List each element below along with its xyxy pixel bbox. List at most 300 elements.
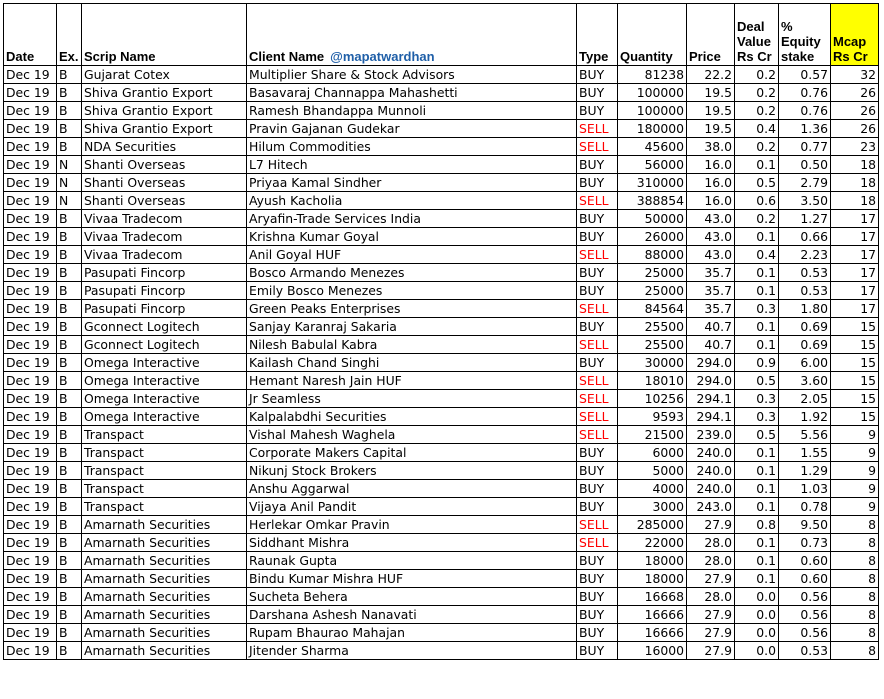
cell-mcap: 15 (831, 408, 879, 426)
cell-client-name: Nilesh Babulal Kabra (247, 336, 577, 354)
cell-client-name: Vishal Mahesh Waghela (247, 426, 577, 444)
cell-type: BUY (577, 156, 618, 174)
cell-client-name: Green Peaks Enterprises (247, 300, 577, 318)
cell-price: 27.9 (687, 570, 735, 588)
cell-exchange: N (57, 192, 82, 210)
cell-mcap: 8 (831, 588, 879, 606)
cell-date: Dec 19 (4, 174, 57, 192)
cell-date: Dec 19 (4, 552, 57, 570)
cell-date: Dec 19 (4, 156, 57, 174)
cell-equity-stake: 0.69 (779, 336, 831, 354)
cell-exchange: B (57, 642, 82, 660)
cell-scrip-name: Vivaa Tradecom (82, 246, 247, 264)
cell-deal-value: 0.2 (735, 138, 779, 156)
cell-date: Dec 19 (4, 444, 57, 462)
cell-client-name: L7 Hitech (247, 156, 577, 174)
header-client-name (247, 4, 577, 66)
cell-type: BUY (577, 552, 618, 570)
cell-type: BUY (577, 228, 618, 246)
cell-exchange: B (57, 138, 82, 156)
table-row (4, 174, 879, 192)
cell-mcap: 15 (831, 390, 879, 408)
cell-price: 294.0 (687, 354, 735, 372)
cell-scrip-name: Amarnath Securities (82, 624, 247, 642)
author-handle: @mapatwardhan (330, 49, 435, 64)
cell-equity-stake: 2.79 (779, 174, 831, 192)
cell-type: SELL (577, 534, 618, 552)
cell-client-name: Kailash Chand Singhi (247, 354, 577, 372)
cell-quantity: 21500 (618, 426, 687, 444)
cell-mcap: 17 (831, 246, 879, 264)
header-equity-stake: % Equity stake (779, 4, 831, 66)
cell-exchange: B (57, 354, 82, 372)
table-row (4, 588, 879, 606)
cell-quantity: 81238 (618, 66, 687, 84)
cell-deal-value: 0.1 (735, 570, 779, 588)
cell-exchange: B (57, 102, 82, 120)
cell-price: 40.7 (687, 318, 735, 336)
header-mcap: Mcap Rs Cr (831, 4, 879, 66)
table-row (4, 66, 879, 84)
cell-type: SELL (577, 390, 618, 408)
cell-quantity: 18010 (618, 372, 687, 390)
cell-scrip-name: Omega Interactive (82, 408, 247, 426)
cell-price: 28.0 (687, 534, 735, 552)
cell-quantity: 100000 (618, 84, 687, 102)
header-row (4, 4, 879, 66)
cell-quantity: 25500 (618, 336, 687, 354)
cell-quantity: 180000 (618, 120, 687, 138)
cell-equity-stake: 0.77 (779, 138, 831, 156)
cell-client-name: Basavaraj Channappa Mahashetti (247, 84, 577, 102)
cell-client-name: Emily Bosco Menezes (247, 282, 577, 300)
cell-date: Dec 19 (4, 228, 57, 246)
cell-exchange: B (57, 246, 82, 264)
cell-scrip-name: Shiva Grantio Export (82, 84, 247, 102)
cell-price: 19.5 (687, 84, 735, 102)
table-row (4, 84, 879, 102)
cell-quantity: 388854 (618, 192, 687, 210)
cell-exchange: B (57, 264, 82, 282)
table-row (4, 408, 879, 426)
table-row (4, 516, 879, 534)
table-row (4, 444, 879, 462)
cell-scrip-name: Omega Interactive (82, 354, 247, 372)
table-row (4, 246, 879, 264)
cell-type: BUY (577, 606, 618, 624)
cell-quantity: 25500 (618, 318, 687, 336)
cell-scrip-name: Amarnath Securities (82, 642, 247, 660)
cell-mcap: 18 (831, 156, 879, 174)
cell-scrip-name: Vivaa Tradecom (82, 228, 247, 246)
cell-client-name: Ramesh Bhandappa Munnoli (247, 102, 577, 120)
cell-deal-value: 0.1 (735, 264, 779, 282)
cell-equity-stake: 0.76 (779, 102, 831, 120)
cell-scrip-name: Amarnath Securities (82, 534, 247, 552)
cell-exchange: B (57, 588, 82, 606)
cell-scrip-name: Omega Interactive (82, 372, 247, 390)
cell-type: SELL (577, 300, 618, 318)
cell-price: 35.7 (687, 264, 735, 282)
cell-date: Dec 19 (4, 408, 57, 426)
cell-type: SELL (577, 408, 618, 426)
cell-mcap: 17 (831, 228, 879, 246)
table-row (4, 354, 879, 372)
cell-exchange: B (57, 282, 82, 300)
cell-exchange: B (57, 606, 82, 624)
cell-type: BUY (577, 498, 618, 516)
cell-deal-value: 0.1 (735, 444, 779, 462)
cell-scrip-name: Amarnath Securities (82, 606, 247, 624)
cell-type: BUY (577, 318, 618, 336)
cell-price: 240.0 (687, 444, 735, 462)
cell-type: BUY (577, 480, 618, 498)
cell-date: Dec 19 (4, 102, 57, 120)
cell-client-name: Bosco Armando Menezes (247, 264, 577, 282)
cell-price: 27.9 (687, 642, 735, 660)
cell-equity-stake: 0.76 (779, 84, 831, 102)
cell-equity-stake: 0.60 (779, 570, 831, 588)
cell-deal-value: 0.3 (735, 390, 779, 408)
cell-mcap: 17 (831, 210, 879, 228)
cell-exchange: B (57, 408, 82, 426)
cell-exchange: B (57, 570, 82, 588)
cell-date: Dec 19 (4, 642, 57, 660)
cell-mcap: 23 (831, 138, 879, 156)
cell-scrip-name: Transpact (82, 498, 247, 516)
cell-client-name: Multiplier Share & Stock Advisors (247, 66, 577, 84)
cell-price: 19.5 (687, 102, 735, 120)
cell-price: 294.1 (687, 390, 735, 408)
cell-price: 240.0 (687, 480, 735, 498)
cell-type: SELL (577, 192, 618, 210)
cell-equity-stake: 1.36 (779, 120, 831, 138)
cell-exchange: B (57, 552, 82, 570)
cell-mcap: 8 (831, 552, 879, 570)
cell-exchange: B (57, 210, 82, 228)
cell-price: 16.0 (687, 192, 735, 210)
cell-mcap: 17 (831, 282, 879, 300)
cell-type: BUY (577, 210, 618, 228)
cell-exchange: B (57, 480, 82, 498)
cell-deal-value: 0.5 (735, 426, 779, 444)
cell-type: SELL (577, 120, 618, 138)
cell-deal-value: 0.1 (735, 480, 779, 498)
cell-type: BUY (577, 624, 618, 642)
cell-equity-stake: 0.53 (779, 282, 831, 300)
cell-date: Dec 19 (4, 624, 57, 642)
cell-type: SELL (577, 426, 618, 444)
cell-deal-value: 0.2 (735, 66, 779, 84)
cell-quantity: 56000 (618, 156, 687, 174)
cell-equity-stake: 0.60 (779, 552, 831, 570)
cell-scrip-name: Shanti Overseas (82, 156, 247, 174)
cell-type: BUY (577, 354, 618, 372)
cell-mcap: 8 (831, 570, 879, 588)
cell-exchange: B (57, 372, 82, 390)
cell-quantity: 5000 (618, 462, 687, 480)
cell-deal-value: 0.1 (735, 552, 779, 570)
cell-date: Dec 19 (4, 390, 57, 408)
cell-equity-stake: 1.27 (779, 210, 831, 228)
cell-scrip-name: Omega Interactive (82, 390, 247, 408)
cell-date: Dec 19 (4, 246, 57, 264)
cell-equity-stake: 0.53 (779, 642, 831, 660)
cell-exchange: B (57, 228, 82, 246)
cell-mcap: 18 (831, 192, 879, 210)
cell-date: Dec 19 (4, 210, 57, 228)
cell-equity-stake: 1.29 (779, 462, 831, 480)
table-row (4, 390, 879, 408)
cell-deal-value: 0.1 (735, 318, 779, 336)
cell-scrip-name: Gconnect Logitech (82, 336, 247, 354)
table-row (4, 336, 879, 354)
cell-quantity: 88000 (618, 246, 687, 264)
header-scrip-name: Scrip Name (82, 4, 247, 66)
cell-price: 243.0 (687, 498, 735, 516)
cell-scrip-name: Pasupati Fincorp (82, 300, 247, 318)
cell-scrip-name: Shiva Grantio Export (82, 102, 247, 120)
cell-exchange: B (57, 84, 82, 102)
cell-client-name: Bindu Kumar Mishra HUF (247, 570, 577, 588)
cell-exchange: B (57, 624, 82, 642)
cell-equity-stake: 2.23 (779, 246, 831, 264)
cell-mcap: 26 (831, 102, 879, 120)
cell-exchange: B (57, 300, 82, 318)
cell-scrip-name: Amarnath Securities (82, 516, 247, 534)
table-row (4, 192, 879, 210)
cell-deal-value: 0.2 (735, 210, 779, 228)
cell-quantity: 16000 (618, 642, 687, 660)
cell-date: Dec 19 (4, 606, 57, 624)
cell-client-name: Hemant Naresh Jain HUF (247, 372, 577, 390)
cell-exchange: B (57, 390, 82, 408)
cell-exchange: B (57, 444, 82, 462)
table-row (4, 534, 879, 552)
cell-deal-value: 0.1 (735, 336, 779, 354)
cell-quantity: 285000 (618, 516, 687, 534)
cell-deal-value: 0.0 (735, 624, 779, 642)
cell-mcap: 9 (831, 480, 879, 498)
cell-quantity: 16666 (618, 606, 687, 624)
table-row (4, 498, 879, 516)
cell-deal-value: 0.3 (735, 300, 779, 318)
cell-type: SELL (577, 516, 618, 534)
cell-date: Dec 19 (4, 282, 57, 300)
cell-equity-stake: 0.56 (779, 588, 831, 606)
cell-type: BUY (577, 174, 618, 192)
cell-quantity: 18000 (618, 552, 687, 570)
cell-mcap: 8 (831, 534, 879, 552)
cell-quantity: 9593 (618, 408, 687, 426)
cell-equity-stake: 3.60 (779, 372, 831, 390)
table-row (4, 462, 879, 480)
cell-mcap: 8 (831, 606, 879, 624)
cell-type: BUY (577, 588, 618, 606)
cell-deal-value: 0.3 (735, 408, 779, 426)
cell-client-name: Pravin Gajanan Gudekar (247, 120, 577, 138)
table-row (4, 480, 879, 498)
cell-mcap: 8 (831, 516, 879, 534)
cell-quantity: 16668 (618, 588, 687, 606)
cell-equity-stake: 1.80 (779, 300, 831, 318)
cell-date: Dec 19 (4, 372, 57, 390)
cell-price: 240.0 (687, 462, 735, 480)
cell-deal-value: 0.0 (735, 606, 779, 624)
table-row (4, 318, 879, 336)
cell-scrip-name: Amarnath Securities (82, 570, 247, 588)
cell-client-name: Anil Goyal HUF (247, 246, 577, 264)
cell-price: 43.0 (687, 228, 735, 246)
table-row (4, 606, 879, 624)
cell-type: BUY (577, 264, 618, 282)
cell-quantity: 26000 (618, 228, 687, 246)
cell-date: Dec 19 (4, 318, 57, 336)
cell-quantity: 4000 (618, 480, 687, 498)
cell-equity-stake: 0.56 (779, 624, 831, 642)
cell-price: 27.9 (687, 624, 735, 642)
cell-deal-value: 0.2 (735, 102, 779, 120)
table-row (4, 264, 879, 282)
cell-client-name: Krishna Kumar Goyal (247, 228, 577, 246)
cell-mcap: 17 (831, 264, 879, 282)
cell-date: Dec 19 (4, 138, 57, 156)
cell-client-name: Raunak Gupta (247, 552, 577, 570)
cell-quantity: 25000 (618, 264, 687, 282)
cell-mcap: 32 (831, 66, 879, 84)
cell-client-name: Darshana Ashesh Nanavati (247, 606, 577, 624)
cell-deal-value: 0.4 (735, 120, 779, 138)
cell-deal-value: 0.1 (735, 156, 779, 174)
cell-price: 27.9 (687, 516, 735, 534)
cell-date: Dec 19 (4, 120, 57, 138)
cell-price: 294.0 (687, 372, 735, 390)
cell-mcap: 8 (831, 642, 879, 660)
cell-type: BUY (577, 462, 618, 480)
cell-deal-value: 0.5 (735, 372, 779, 390)
cell-quantity: 18000 (618, 570, 687, 588)
cell-deal-value: 0.1 (735, 282, 779, 300)
cell-price: 16.0 (687, 156, 735, 174)
cell-client-name: Kalpalabdhi Securities (247, 408, 577, 426)
cell-price: 22.2 (687, 66, 735, 84)
cell-scrip-name: Transpact (82, 426, 247, 444)
cell-price: 43.0 (687, 210, 735, 228)
cell-deal-value: 0.2 (735, 84, 779, 102)
table-row (4, 642, 879, 660)
cell-type: BUY (577, 102, 618, 120)
cell-mcap: 26 (831, 120, 879, 138)
cell-exchange: B (57, 120, 82, 138)
cell-equity-stake: 0.56 (779, 606, 831, 624)
cell-scrip-name: NDA Securities (82, 138, 247, 156)
cell-equity-stake: 5.56 (779, 426, 831, 444)
cell-price: 16.0 (687, 174, 735, 192)
cell-deal-value: 0.9 (735, 354, 779, 372)
cell-quantity: 50000 (618, 210, 687, 228)
table-row (4, 426, 879, 444)
cell-type: BUY (577, 570, 618, 588)
cell-client-name: Corporate Makers Capital (247, 444, 577, 462)
cell-scrip-name: Transpact (82, 462, 247, 480)
cell-price: 28.0 (687, 588, 735, 606)
cell-scrip-name: Pasupati Fincorp (82, 264, 247, 282)
table-row (4, 120, 879, 138)
cell-quantity: 10256 (618, 390, 687, 408)
cell-date: Dec 19 (4, 426, 57, 444)
cell-client-name: Siddhant Mishra (247, 534, 577, 552)
cell-client-name: Sanjay Karanraj Sakaria (247, 318, 577, 336)
cell-date: Dec 19 (4, 516, 57, 534)
table-row (4, 102, 879, 120)
table-row (4, 552, 879, 570)
cell-equity-stake: 0.69 (779, 318, 831, 336)
cell-equity-stake: 2.05 (779, 390, 831, 408)
cell-exchange: B (57, 66, 82, 84)
cell-type: BUY (577, 444, 618, 462)
bulk-deals-table (3, 3, 879, 660)
cell-scrip-name: Shanti Overseas (82, 192, 247, 210)
cell-equity-stake: 0.66 (779, 228, 831, 246)
cell-date: Dec 19 (4, 570, 57, 588)
cell-quantity: 22000 (618, 534, 687, 552)
table-row (4, 372, 879, 390)
cell-price: 38.0 (687, 138, 735, 156)
cell-client-name: Priyaa Kamal Sindher (247, 174, 577, 192)
cell-client-name: Sucheta Behera (247, 588, 577, 606)
cell-quantity: 84564 (618, 300, 687, 318)
header-price: Price (687, 4, 735, 66)
cell-equity-stake: 0.78 (779, 498, 831, 516)
cell-price: 294.1 (687, 408, 735, 426)
cell-date: Dec 19 (4, 480, 57, 498)
cell-deal-value: 0.4 (735, 246, 779, 264)
cell-client-name: Hilum Commodities (247, 138, 577, 156)
table-row (4, 624, 879, 642)
cell-client-name: Vijaya Anil Pandit (247, 498, 577, 516)
cell-price: 27.9 (687, 606, 735, 624)
cell-date: Dec 19 (4, 192, 57, 210)
cell-client-name: Rupam Bhaurao Mahajan (247, 624, 577, 642)
cell-scrip-name: Transpact (82, 444, 247, 462)
cell-date: Dec 19 (4, 84, 57, 102)
table-row (4, 156, 879, 174)
cell-date: Dec 19 (4, 498, 57, 516)
cell-date: Dec 19 (4, 462, 57, 480)
cell-mcap: 8 (831, 624, 879, 642)
cell-quantity: 16666 (618, 624, 687, 642)
cell-exchange: B (57, 426, 82, 444)
cell-scrip-name: Vivaa Tradecom (82, 210, 247, 228)
cell-price: 35.7 (687, 300, 735, 318)
cell-scrip-name: Amarnath Securities (82, 552, 247, 570)
cell-exchange: B (57, 318, 82, 336)
table-row (4, 570, 879, 588)
cell-exchange: B (57, 534, 82, 552)
cell-date: Dec 19 (4, 300, 57, 318)
table-row (4, 282, 879, 300)
cell-quantity: 100000 (618, 102, 687, 120)
cell-mcap: 9 (831, 426, 879, 444)
cell-exchange: B (57, 336, 82, 354)
cell-client-name: Aryafin-Trade Services India (247, 210, 577, 228)
table-row (4, 228, 879, 246)
cell-equity-stake: 1.92 (779, 408, 831, 426)
cell-type: SELL (577, 246, 618, 264)
cell-client-name: Anshu Aggarwal (247, 480, 577, 498)
cell-client-name: Herlekar Omkar Pravin (247, 516, 577, 534)
cell-mcap: 15 (831, 318, 879, 336)
